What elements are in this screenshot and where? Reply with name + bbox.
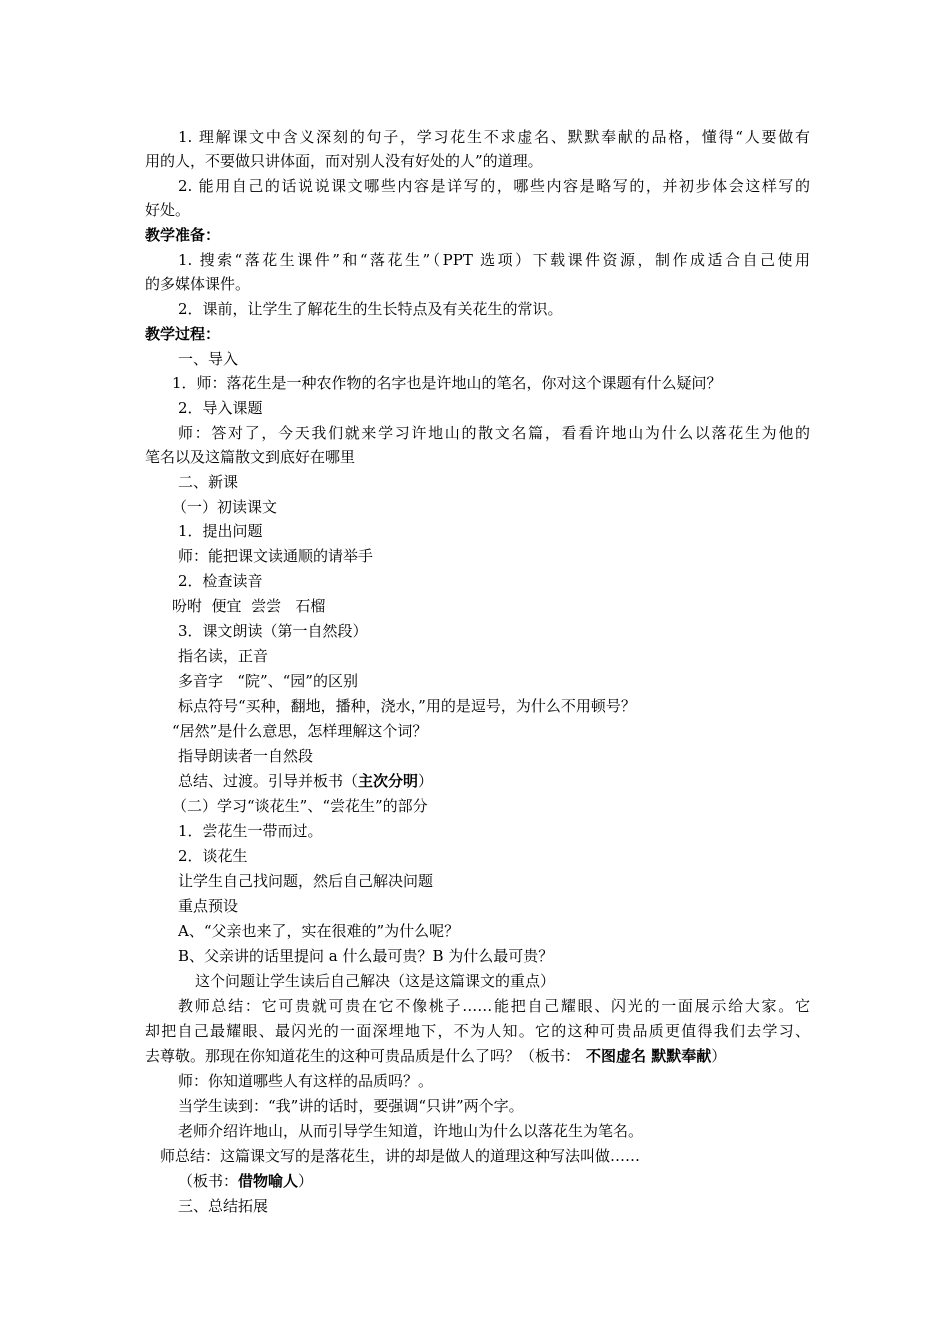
part-a-item-3-line-5: 指导朗读者一自然段 bbox=[178, 747, 314, 765]
summary-text: 总结、过渡。引导并板书（ bbox=[178, 772, 359, 790]
process-heading: 教学过程： bbox=[145, 325, 221, 343]
board-writing-line bbox=[178, 1170, 843, 1192]
board-close: ） bbox=[298, 1172, 314, 1190]
summary-question: 去尊敬。那现在你知道花生的这种可贵品质是什么了吗？（板书： bbox=[145, 1047, 581, 1065]
teacher-question: 师：你知道哪些人有这样的品质吗？。 bbox=[178, 1072, 434, 1090]
question-a: A、“父亲也来了，实在很难的”为什么呢？ bbox=[178, 922, 460, 940]
part-b-item-2-line-1: 让学生自己找问题，然后自己解决问题 bbox=[178, 872, 434, 890]
goal-1-line-1: 1. 理解课文中含义深刻的句子，学习花生不求虚名、默默奉献的品格，懂得“人要做有 bbox=[178, 128, 810, 146]
reading-emphasis: 当学生读到：“我”讲的话时，要强调“只讲”两个字。 bbox=[178, 1097, 524, 1115]
question-b: B、父亲讲的话里提问 a 什么最可贵？B 为什么最可贵？ bbox=[178, 947, 554, 965]
prep-item-1-line-1: 1. 搜索“落花生课件”和“落花生”（PPT 选项）下载课件资源，制作成适合自己使用 bbox=[178, 251, 810, 269]
section-2-title: 二、新课 bbox=[178, 473, 239, 491]
board-writing-metaphor: 借物喻人 bbox=[238, 1172, 299, 1190]
summary-close: ） bbox=[418, 772, 434, 790]
part-a-item-3-line-4: “居然”是什么意思，怎样理解这个词？ bbox=[172, 722, 428, 740]
part-b-item-2-line-2: 重点预设 bbox=[178, 897, 239, 915]
prep-item-1-line-2: 的多媒体课件。 bbox=[145, 275, 251, 293]
goal-2-line-1: 2. 能用自己的话说说课文哪些内容是详写的，哪些内容是略写的，并初步体会这样写的 bbox=[178, 177, 810, 195]
teacher-summary-line-2: 却把自己最耀眼、最闪光的一面深埋地下，不为人知。它的这种可贵品质更值得我们去学习、 bbox=[145, 1022, 810, 1040]
section-1-item-1: 1．师：落花生是一种农作物的名字也是许地山的笔名，你对这个课题有什么疑问？ bbox=[172, 374, 722, 392]
part-a-item-2-words: 吩咐 便宜 尝尝 石榴 bbox=[172, 597, 326, 615]
part-b-item-1: 1．尝花生一带而过。 bbox=[178, 822, 323, 840]
part-a-item-2: 2．检查读音 bbox=[178, 572, 263, 590]
prep-item-2: 2．课前，让学生了解花生的生长特点及有关花生的常识。 bbox=[178, 300, 563, 318]
part-a-item-1-text: 师：能把课文读通顺的请举手 bbox=[178, 547, 374, 565]
section-1-item-2: 2．导入课题 bbox=[178, 399, 263, 417]
prep-heading: 教学准备： bbox=[145, 226, 221, 244]
part-a-item-1: 1．提出问题 bbox=[178, 522, 263, 540]
part-b-item-2: 2．谈花生 bbox=[178, 847, 248, 865]
section-1-item-3-line-2: 笔名以及这篇散文到底好在哪里 bbox=[145, 448, 356, 466]
section-3-title: 三、总结拓展 bbox=[178, 1197, 269, 1215]
summary-close-2: ） bbox=[711, 1047, 727, 1065]
section-2-part-b: （二）学习“谈花生”、“尝花生”的部分 bbox=[172, 797, 428, 815]
final-summary: 师总结：这篇课文写的是落花生，讲的却是做人的道理这种写法叫做…… bbox=[160, 1147, 641, 1165]
board-writing-virtue: 不图虚名 默默奉献 bbox=[586, 1047, 712, 1065]
part-a-item-3-line-1: 指名读，正音 bbox=[178, 647, 269, 665]
goal-2-line-2: 好处。 bbox=[145, 201, 191, 219]
board-writing-main-secondary: 主次分明 bbox=[358, 772, 419, 790]
part-a-item-3-line-6 bbox=[178, 770, 843, 792]
part-a-item-3-line-2: 多音字 “院”、“园”的区别 bbox=[178, 672, 358, 690]
section-1-item-3-line-1: 师：答对了，今天我们就来学习许地山的散文名篇，看看许地山为什么以落花生为他的 bbox=[178, 424, 810, 442]
section-1-title: 一、导入 bbox=[178, 350, 239, 368]
goal-1-line-2: 用的人，不要做只讲体面，而对别人没有好处的人”的道理。 bbox=[145, 152, 543, 170]
board-label: （板书： bbox=[178, 1172, 239, 1190]
author-introduction: 老师介绍许地山，从而引导学生知道，许地山为什么以落花生为笔名。 bbox=[178, 1122, 644, 1140]
teacher-summary-line-3 bbox=[145, 1045, 810, 1067]
section-2-part-a: （一）初读课文 bbox=[172, 498, 278, 516]
part-a-item-3-line-3: 标点符号“买种，翻地，播种，浇水，”用的是逗号，为什么不用顿号？ bbox=[178, 697, 636, 715]
teacher-summary-line-1: 教师总结：它可贵就可贵在它不像桃子……能把自己耀眼、闪光的一面展示给大家。它 bbox=[178, 997, 810, 1015]
question-note: 这个问题让学生读后自己解决（这是这篇课文的重点） bbox=[195, 972, 556, 990]
part-a-item-3: 3．课文朗读（第一自然段） bbox=[178, 622, 368, 640]
